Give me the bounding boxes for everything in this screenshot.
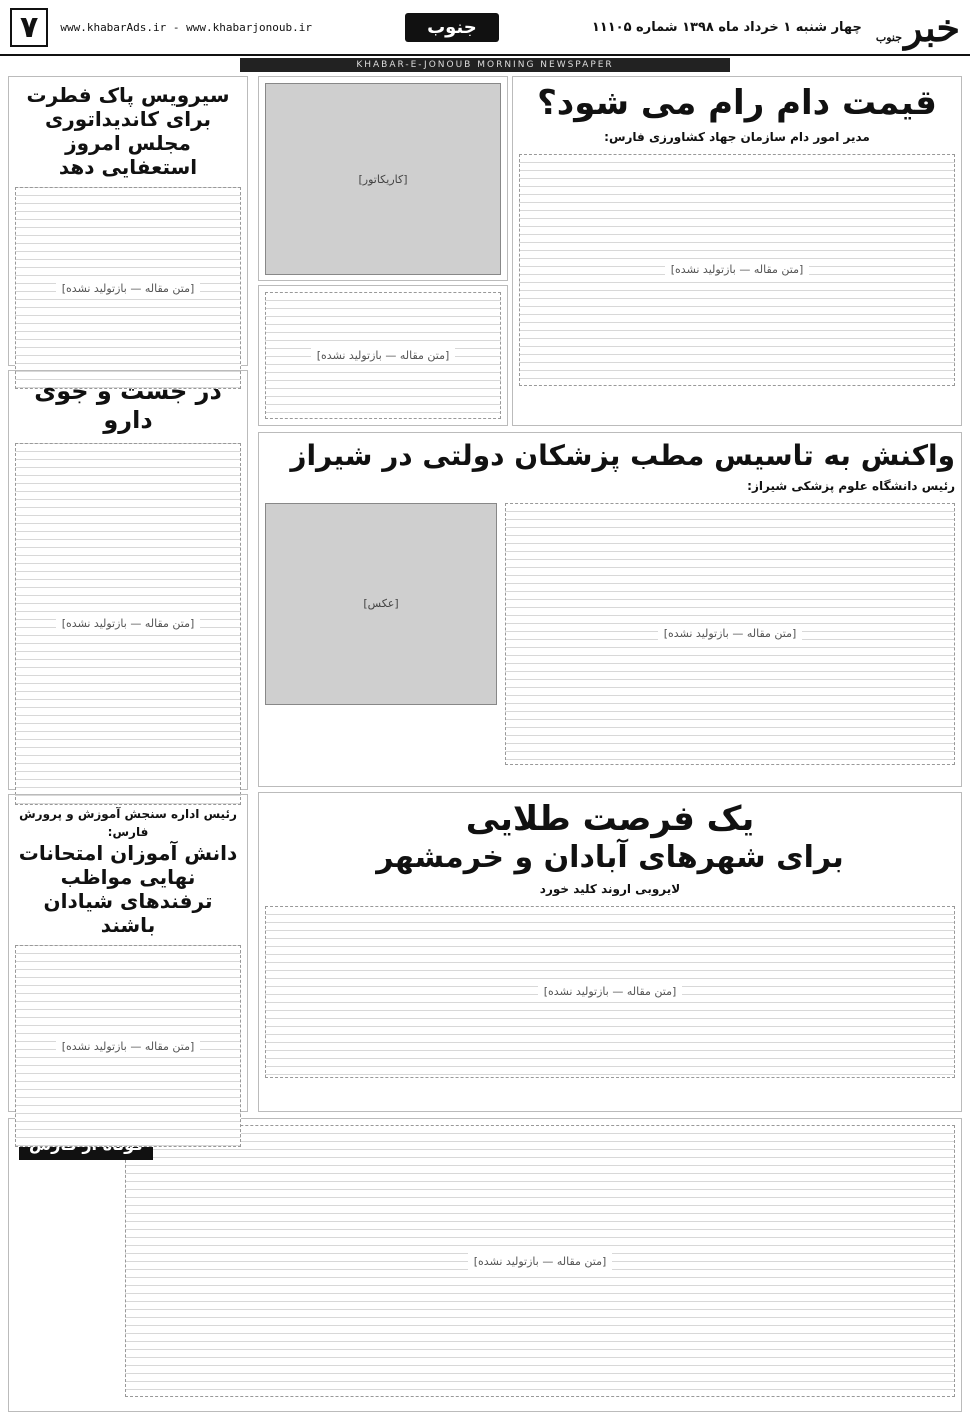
body-placeholder: [متن مقاله — بازتولید نشده]	[519, 154, 955, 386]
headline: یک فرصت طلایی	[465, 799, 755, 839]
portrait-photo: [عکس]	[265, 503, 497, 705]
page-number: ۷	[10, 8, 48, 47]
article-drugs	[8, 370, 248, 790]
kicker: رئیس دانشگاه علوم پزشکی شیراز:	[747, 478, 955, 493]
article-clinics	[258, 432, 962, 787]
article-council	[8, 76, 248, 366]
masthead-strip: KHABAR-E-JONOUB MORNING NEWSPAPER	[240, 58, 730, 72]
kicker: رئیس اداره سنجش آموزش و پرورش فارس:	[19, 807, 237, 839]
article-golden-opportunity	[258, 792, 962, 1112]
headline-2: برای شهرهای آبادان و خرمشهر	[376, 839, 844, 875]
dateline: چهار شنبه ۱ خرداد ماه ۱۳۹۸ شماره ۱۱۱۰۵	[591, 19, 862, 35]
headline: سیرویس پاک فطرت برای کاندیداتوری مجلس امروز استعفایی دهد	[26, 83, 230, 179]
cartoon-image: [کاریکاتور]	[265, 83, 501, 275]
cartoon-block	[258, 76, 508, 281]
briefs-section	[8, 1118, 962, 1412]
article-dam-price	[512, 76, 962, 426]
kicker: مدیر امور دام سازمان جهاد کشاورزی فارس:	[604, 129, 870, 144]
body-placeholder: [متن مقاله — بازتولید نشده]	[265, 906, 955, 1078]
body-placeholder: [متن مقاله — بازتولید نشده]	[125, 1125, 955, 1397]
tag: لایروبی اروند کلید خورد	[539, 881, 681, 896]
body-placeholder: [متن مقاله — بازتولید نشده]	[505, 503, 955, 765]
section-label: جنوب	[405, 13, 499, 42]
article-exams	[8, 794, 248, 1112]
article-dam-cont	[258, 285, 508, 426]
body-placeholder: [متن مقاله — بازتولید نشده]	[15, 945, 241, 1147]
masthead	[0, 0, 970, 56]
headline: دانش آموزان امتحانات نهایی مواظب ترفندهای شیادان باشند	[18, 841, 238, 937]
body-placeholder: [متن مقاله — بازتولید نشده]	[15, 443, 241, 805]
body-placeholder: [متن مقاله — بازتولید نشده]	[15, 187, 241, 389]
headline: قیمت دام رام می شود؟	[537, 83, 937, 123]
newspaper-logo: خبرجنوب	[875, 4, 960, 50]
headline: در جست و جوی دارو	[34, 377, 222, 434]
website-urls[interactable]: www.khabarAds.ir - www.khabarjonoub.ir	[60, 20, 312, 34]
body-placeholder: [متن مقاله — بازتولید نشده]	[265, 292, 501, 419]
headline: واکنش به تاسیس مطب پزشکان دولتی در شیراز	[290, 439, 955, 472]
